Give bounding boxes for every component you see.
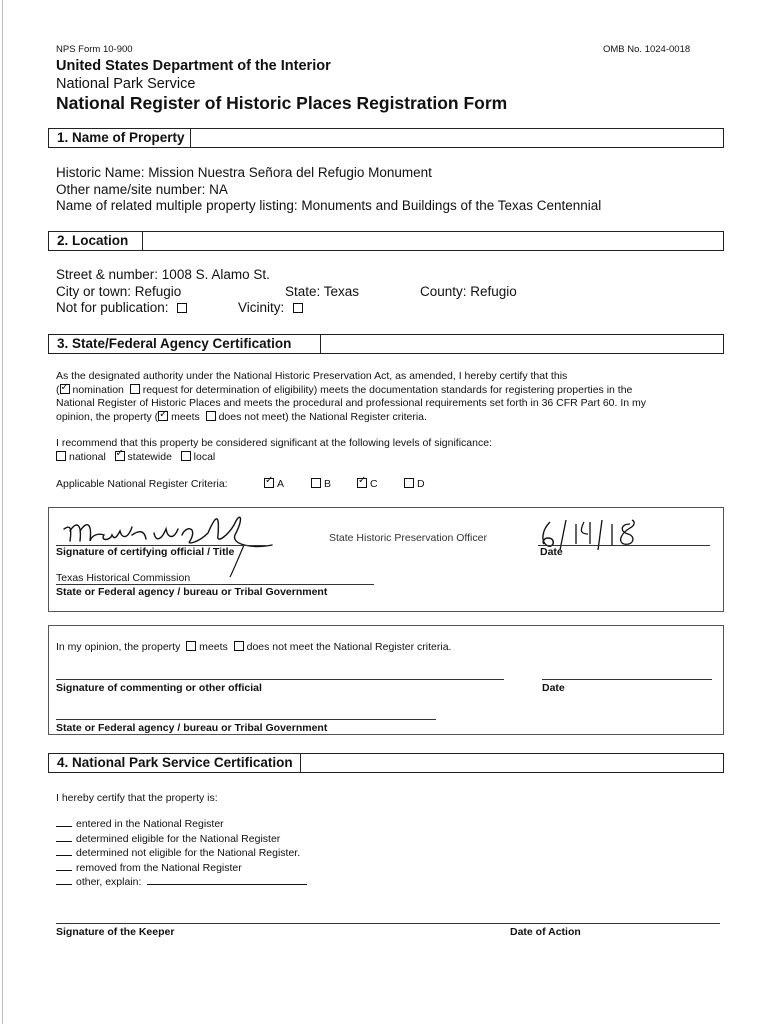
comment-opinion-prefix: In my opinion, the property: [56, 641, 181, 653]
meets-label: meets: [171, 410, 200, 423]
not-for-publication-label: Not for publication:: [56, 300, 169, 315]
multiple-property-listing: Name of related multiple property listing: Monuments and Buildings of the Texas Centennial: [56, 198, 602, 213]
section-1-heading: 1. Name of Property: [57, 130, 185, 145]
cert-line-1: As the designated authority under the National Historic Preservation Act, as amended, I hereby certify that this: [56, 370, 568, 382]
option-removed-blank[interactable]: [56, 861, 72, 871]
nomination-checkbox[interactable]: [60, 384, 70, 394]
certify-text: I hereby certify that the property is:: [56, 792, 218, 804]
certification-paragraph: [56, 370, 736, 424]
comment-meets-label: meets: [199, 641, 228, 653]
request-label: request for determination of eligibility) meets the documentation standards for registering properties in the: [142, 383, 633, 396]
criteria-b-checkbox[interactable]: [311, 478, 321, 488]
criteria-c-checkbox[interactable]: [357, 478, 367, 488]
comment-signature-line: [56, 679, 504, 680]
section-2-header: [48, 231, 724, 251]
street-number: Street & number: 1008 S. Alamo St.: [56, 267, 270, 282]
opinion-prefix: opinion, the property (: [56, 410, 159, 423]
agency-name: Texas Historical Commission: [56, 572, 191, 584]
date-of-action-label: Date of Action: [510, 926, 581, 938]
comment-agency-label: State or Federal agency / bureau or Tribal Government: [56, 722, 328, 734]
section-2-heading: 2. Location: [57, 233, 129, 248]
criteria-d: D: [404, 478, 425, 490]
criteria-a-checkbox[interactable]: [264, 478, 274, 488]
criteria-label: Applicable National Register Criteria:: [56, 478, 228, 490]
comment-not-meet-checkbox[interactable]: [234, 641, 244, 651]
nomination-label: nomination: [72, 383, 124, 396]
vicinity-label: Vicinity:: [238, 300, 285, 315]
keeper-signature-line: [56, 923, 720, 924]
form-number: NPS Form 10-900: [56, 44, 133, 55]
form-title: National Register of Historic Places Registration Form: [56, 93, 508, 113]
officer-title: State Historic Preservation Officer: [329, 532, 487, 544]
cert-line-4: [56, 411, 736, 425]
option-other: other, explain:: [56, 875, 307, 890]
not-meet-label: does not meet) the National Register criteria.: [218, 410, 427, 423]
handwritten-signature: [58, 505, 288, 580]
comment-date-line: [542, 679, 712, 680]
recommend-text: I recommend that this property be considered significant at the following levels of significance:: [56, 437, 492, 449]
service-name: National Park Service: [56, 76, 196, 92]
section-1-header: [48, 128, 724, 148]
option-eligible: determined eligible for the National Register: [56, 832, 307, 847]
vicinity-checkbox[interactable]: [293, 303, 303, 313]
agency-line: [56, 584, 374, 585]
cert-line-3: National Register of Historic Places and meets the procedural and professional requirements set forth in 36 CFR Part 60. In my: [56, 397, 647, 409]
certifying-date-label: Date: [540, 546, 563, 558]
local-checkbox[interactable]: [181, 451, 191, 461]
statewide-checkbox[interactable]: [115, 451, 125, 461]
section-4-header: [48, 753, 724, 773]
criteria-b: B: [311, 478, 331, 490]
comment-meets-checkbox[interactable]: [186, 641, 196, 651]
historic-name: Historic Name: Mission Nuestra Señora del Refugio Monument: [56, 165, 432, 180]
section-3-header: [48, 334, 724, 354]
certifying-signature-label: Signature of certifying official / Title: [56, 546, 235, 558]
agency-label: State or Federal agency / bureau or Tribal Government: [56, 586, 328, 598]
option-not-eligible-blank[interactable]: [56, 846, 72, 856]
not-meet-checkbox[interactable]: [206, 411, 216, 421]
city-town: City or town: Refugio: [56, 284, 182, 299]
comment-signature-label: Signature of commenting or other official: [56, 682, 262, 694]
department-name: United States Department of the Interior: [56, 58, 331, 74]
state: State: Texas: [285, 284, 360, 299]
option-entered-blank[interactable]: [56, 817, 72, 827]
comment-agency-line: [56, 719, 436, 720]
level-national-label: national: [69, 451, 106, 463]
county: County: Refugio: [420, 284, 517, 299]
criteria-c: ✓ C: [357, 478, 378, 490]
keeper-signature-label: Signature of the Keeper: [56, 926, 175, 938]
option-entered: entered in the National Register: [56, 817, 307, 832]
other-name: Other name/site number: NA: [56, 182, 228, 197]
omb-number: OMB No. 1024-0018: [603, 44, 691, 55]
vicinity-row: [238, 300, 306, 315]
nps-options-list: [56, 817, 307, 890]
not-for-publication-row: [56, 300, 190, 315]
level-local-label: local: [193, 451, 216, 463]
cert-line-2: (✓ nomination request for determination of eligibility) meets the documentation standards for registering properties in the: [56, 384, 736, 398]
other-explain-field[interactable]: [147, 875, 307, 885]
request-checkbox[interactable]: [130, 384, 140, 394]
section-3-heading: 3. State/Federal Agency Certification: [57, 336, 292, 351]
option-not-eligible: determined not eligible for the National Register.: [56, 846, 307, 861]
national-checkbox[interactable]: [56, 451, 66, 461]
option-removed: removed from the National Register: [56, 861, 307, 876]
comment-not-meet-label: does not meet the National Register criteria.: [246, 641, 452, 653]
comment-opinion-row: [56, 641, 451, 653]
criteria-a: ✓ A: [264, 478, 284, 490]
level-statewide-label: statewide: [127, 451, 172, 463]
scan-edge-line: [2, 0, 3, 1024]
criteria-d-checkbox[interactable]: [404, 478, 414, 488]
section-4-heading: 4. National Park Service Certification: [57, 755, 293, 770]
option-eligible-blank[interactable]: [56, 832, 72, 842]
comment-date-label: Date: [542, 682, 565, 694]
certifying-date-line: [538, 545, 710, 546]
not-for-publication-checkbox[interactable]: [177, 303, 187, 313]
meets-checkbox[interactable]: [158, 411, 168, 421]
significance-levels: [56, 451, 215, 463]
option-other-blank[interactable]: [56, 875, 72, 885]
